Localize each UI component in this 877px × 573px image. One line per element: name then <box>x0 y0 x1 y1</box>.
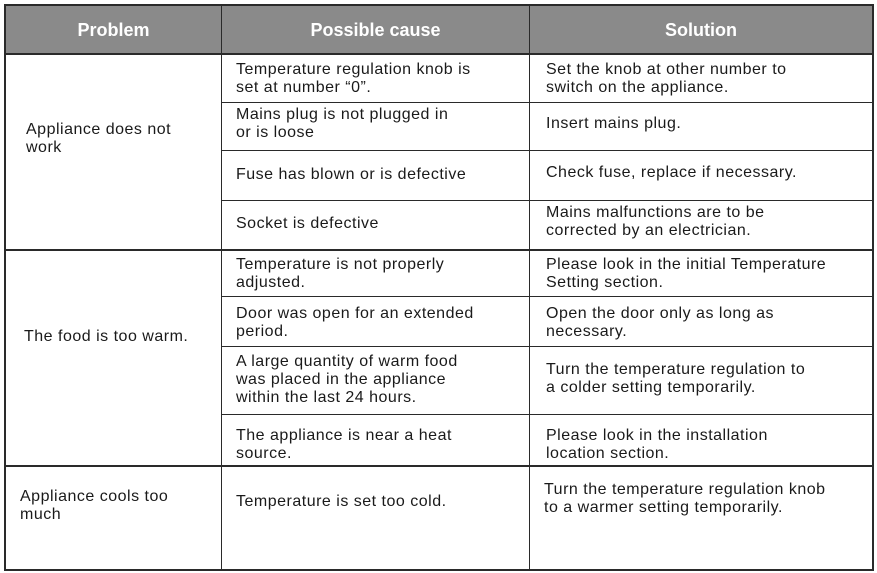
header-solution: Solution <box>530 6 872 54</box>
solution-cell: Check fuse, replace if necessary. <box>546 164 797 181</box>
header-possible-cause: Possible cause <box>222 6 529 54</box>
group-divider <box>6 249 872 251</box>
cause-cell: A large quantity of warm food was placed in the appliance within the last 24 hours. <box>236 353 458 406</box>
solution-cell: Set the knob at other number to switch on the appliance. <box>546 61 787 96</box>
solution-cell: Turn the temperature regulation to a colder setting temporarily. <box>546 361 806 396</box>
solution-cell: Please look in the initial Temperature Setting section. <box>546 256 827 291</box>
solution-cell: Mains malfunctions are to be corrected by an electrician. <box>546 204 765 239</box>
row-divider <box>221 346 872 347</box>
cause-cell: Temperature is set too cold. <box>236 493 447 510</box>
cause-cell: Door was open for an extended period. <box>236 305 474 340</box>
cause-cell: Temperature is not properly adjusted. <box>236 256 445 291</box>
cause-cell: Temperature regulation knob is set at number “0”. <box>236 61 471 96</box>
solution-cell: Please look in the installation location section. <box>546 427 768 462</box>
cause-cell: Fuse has blown or is defective <box>236 166 467 183</box>
solution-cell: Insert mains plug. <box>546 115 682 132</box>
row-divider <box>221 200 872 201</box>
problem-cell: The food is too warm. <box>24 328 189 345</box>
row-divider <box>221 296 872 297</box>
row-divider <box>221 150 872 151</box>
column-divider <box>529 6 530 569</box>
solution-cell: Turn the temperature regulation knob to a warmer setting temporarily. <box>544 481 826 516</box>
cause-cell: Socket is defective <box>236 215 379 232</box>
problem-cell: Appliance does not work <box>26 121 172 156</box>
problem-cell: Appliance cools too much <box>20 488 169 523</box>
cause-cell: The appliance is near a heat source. <box>236 427 452 462</box>
solution-cell: Open the door only as long as necessary. <box>546 305 774 340</box>
group-divider <box>6 465 872 467</box>
row-divider <box>221 414 872 415</box>
cause-cell: Mains plug is not plugged in or is loose <box>236 106 449 141</box>
row-divider <box>221 102 872 103</box>
header-divider <box>6 53 872 55</box>
header-problem: Problem <box>6 6 221 54</box>
column-divider <box>221 6 222 569</box>
troubleshooting-table <box>4 4 874 571</box>
